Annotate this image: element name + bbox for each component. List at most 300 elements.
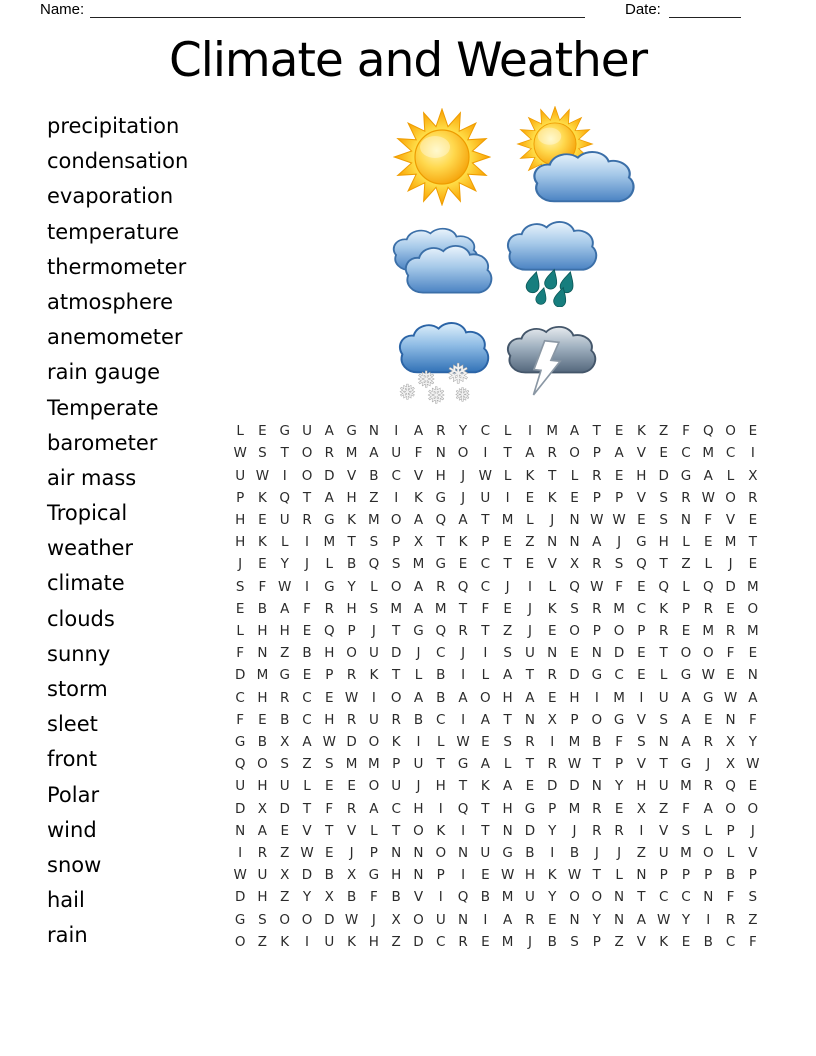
- grid-cell: N: [591, 645, 602, 662]
- grid-cell: U: [480, 845, 491, 862]
- grid-cell: Y: [592, 911, 601, 928]
- grid-cell: R: [391, 711, 401, 728]
- grid-cell: O: [702, 845, 714, 862]
- grid-cell: M: [568, 734, 581, 751]
- grid-cell: P: [615, 489, 624, 506]
- grid-cell: A: [280, 600, 290, 617]
- word-list-item: precipitation: [47, 114, 180, 138]
- grid-cell: W: [567, 867, 582, 884]
- grid-cell: E: [726, 600, 735, 617]
- grid-cell: O: [368, 778, 380, 795]
- grid-cell: N: [703, 889, 714, 906]
- grid-cell: L: [303, 778, 311, 795]
- grid-cell: H: [324, 711, 335, 728]
- grid-cell: X: [391, 911, 401, 928]
- grid-cell: I: [750, 445, 755, 462]
- grid-cell: R: [302, 511, 312, 528]
- grid-cell: E: [235, 600, 245, 617]
- grid-cell: T: [659, 645, 668, 662]
- grid-cell: E: [258, 511, 267, 528]
- grid-cell: I: [527, 423, 532, 440]
- grid-cell: O: [457, 445, 469, 462]
- grid-cell: B: [525, 845, 535, 862]
- grid-cell: K: [280, 933, 290, 950]
- grid-cell: E: [748, 511, 758, 528]
- grid-cell: H: [636, 467, 647, 484]
- grid-cell: E: [748, 556, 758, 573]
- grid-cell: O: [368, 734, 380, 751]
- grid-cell: S: [614, 556, 624, 573]
- grid-cell: E: [726, 667, 735, 684]
- grid-cell: C: [658, 889, 669, 906]
- grid-cell: P: [726, 822, 735, 839]
- grid-cell: O: [569, 445, 580, 462]
- grid-cell: L: [704, 556, 713, 573]
- grid-row: [229, 487, 764, 509]
- grid-cell: C: [614, 667, 624, 684]
- grid-cell: Q: [323, 622, 335, 639]
- grid-cell: R: [346, 667, 357, 684]
- word-list-item: weather: [47, 536, 134, 561]
- grid-cell: O: [725, 489, 736, 506]
- grid-cell: W: [344, 911, 359, 928]
- grid-cell: V: [302, 822, 312, 839]
- grid-cell: E: [280, 822, 289, 839]
- grid-cell: T: [481, 511, 490, 528]
- grid-row: [229, 598, 764, 620]
- word-list-item: evaporation: [47, 184, 174, 209]
- grid-cell: F: [325, 800, 334, 817]
- grid-cell: E: [325, 689, 334, 706]
- grid-cell: U: [524, 889, 535, 906]
- grid-cell: S: [369, 600, 379, 617]
- grid-cell: X: [324, 889, 334, 906]
- date-label: Date:: [625, 1, 661, 18]
- grid-cell: X: [346, 867, 357, 884]
- grid-cell: W: [278, 578, 292, 595]
- grid-cell: M: [256, 667, 269, 684]
- grid-cell: Q: [279, 489, 291, 506]
- grid-cell: M: [501, 889, 514, 906]
- grid-cell: I: [461, 867, 466, 884]
- grid-cell: B: [280, 711, 290, 728]
- grid-cell: T: [347, 534, 356, 551]
- grid-cell: R: [436, 423, 446, 440]
- grid-cell: R: [280, 689, 290, 706]
- grid-cell: H: [502, 689, 513, 706]
- grid-cell: N: [235, 822, 246, 839]
- grid-cell: Q: [368, 556, 380, 573]
- grid-cell: Y: [458, 423, 468, 440]
- grid-cell: B: [413, 711, 424, 728]
- word-list-item: Temperate: [47, 395, 159, 420]
- grid-cell: Y: [614, 778, 624, 795]
- grid-cell: S: [570, 600, 579, 617]
- grid-cell: W: [233, 867, 247, 884]
- grid-cell: A: [302, 734, 312, 751]
- grid-cell: G: [234, 734, 246, 751]
- grid-cell: J: [461, 645, 466, 662]
- grid-cell: L: [503, 423, 512, 440]
- grid-cell: T: [302, 800, 312, 817]
- grid-row: [229, 509, 764, 531]
- word-list-item: front: [47, 747, 97, 772]
- grid-cell: N: [413, 867, 424, 884]
- grid-cell: R: [257, 845, 268, 862]
- grid-cell: H: [324, 645, 335, 662]
- grid-cell: V: [346, 467, 357, 484]
- grid-cell: Z: [659, 423, 669, 440]
- grid-cell: Y: [548, 889, 557, 906]
- grid-cell: U: [279, 778, 290, 795]
- grid-cell: E: [325, 778, 334, 795]
- rain-cloud-icon: [504, 219, 602, 307]
- grid-cell: T: [659, 756, 668, 773]
- grid-cell: G: [368, 867, 380, 884]
- grid-cell: E: [547, 622, 557, 639]
- grid-row: [229, 753, 764, 775]
- grid-cell: J: [550, 511, 555, 528]
- grid-cell: F: [726, 645, 735, 662]
- grid-cell: I: [461, 667, 466, 684]
- grid-cell: R: [324, 445, 334, 462]
- sun-icon: [393, 108, 491, 206]
- grid-cell: A: [413, 689, 424, 706]
- grid-cell: N: [458, 911, 469, 928]
- grid-cell: R: [681, 489, 691, 506]
- grid-cell: W: [701, 489, 715, 506]
- grid-cell: Q: [457, 800, 469, 817]
- grid-cell: W: [456, 734, 470, 751]
- grid-cell: N: [725, 711, 736, 728]
- grid-cell: H: [368, 933, 379, 950]
- grid-cell: P: [481, 534, 490, 551]
- grid-cell: J: [527, 600, 532, 617]
- grid-cell: H: [346, 600, 357, 617]
- grid-row: [229, 687, 764, 709]
- grid-row: [229, 575, 764, 597]
- grid-cell: G: [457, 756, 469, 773]
- grid-cell: R: [658, 622, 669, 639]
- grid-cell: S: [659, 489, 668, 506]
- grid-cell: H: [235, 534, 246, 551]
- grid-cell: P: [592, 445, 601, 462]
- grid-cell: N: [658, 734, 669, 751]
- grid-cell: Z: [280, 645, 290, 662]
- grid-cell: O: [413, 822, 424, 839]
- grid-cell: G: [680, 467, 692, 484]
- grid-cell: F: [615, 578, 623, 595]
- grid-cell: A: [592, 534, 602, 551]
- grid-cell: G: [680, 667, 692, 684]
- grid-cell: N: [391, 845, 402, 862]
- grid-cell: N: [435, 445, 446, 462]
- grid-cell: F: [236, 711, 245, 728]
- grid-cell: K: [480, 778, 490, 795]
- grid-cell: H: [658, 534, 669, 551]
- grid-cell: M: [390, 600, 402, 617]
- grid-cell: Z: [391, 933, 401, 950]
- grid-cell: S: [748, 889, 758, 906]
- grid-cell: E: [525, 778, 535, 795]
- grid-cell: J: [594, 845, 599, 862]
- grid-cell: V: [636, 756, 646, 773]
- grid-cell: G: [613, 711, 625, 728]
- grid-cell: E: [525, 489, 535, 506]
- grid-cell: B: [480, 889, 490, 906]
- grid-cell: E: [258, 556, 267, 573]
- grid-cell: M: [613, 689, 625, 706]
- grid-cell: J: [527, 622, 532, 639]
- grid-cell: T: [525, 667, 535, 684]
- word-list-item: atmosphere: [47, 289, 173, 314]
- grid-row: [229, 442, 764, 464]
- grid-cell: G: [502, 845, 513, 862]
- word-list-item: rain: [47, 923, 88, 948]
- grid-cell: E: [325, 845, 334, 862]
- grid-cell: I: [305, 933, 309, 950]
- grid-cell: I: [550, 845, 555, 862]
- grid-cell: C: [725, 933, 736, 950]
- grid-cell: I: [238, 845, 243, 862]
- grid-cell: N: [547, 534, 558, 551]
- grid-cell: B: [302, 645, 312, 662]
- grid-cell: R: [703, 600, 713, 617]
- grid-cell: T: [592, 756, 601, 773]
- grid-cell: I: [483, 645, 488, 662]
- grid-cell: N: [458, 845, 469, 862]
- grid-cell: T: [458, 778, 468, 795]
- svg-text:❅: ❅: [455, 385, 471, 406]
- grid-cell: C: [436, 645, 446, 662]
- grid-cell: M: [747, 622, 759, 639]
- grid-cell: D: [569, 778, 580, 795]
- grid-cell: H: [257, 689, 268, 706]
- grid-cell: S: [369, 534, 379, 551]
- grid-cell: M: [412, 556, 425, 573]
- grid-cell: O: [725, 800, 736, 817]
- grid-cell: O: [747, 600, 759, 617]
- grid-cell: P: [548, 800, 557, 817]
- grid-cell: F: [615, 734, 623, 751]
- word-list-item: air mass: [47, 465, 137, 490]
- grid-cell: Z: [681, 556, 691, 573]
- grid-cell: W: [590, 511, 604, 528]
- grid-cell: F: [726, 889, 735, 906]
- grid-row: [229, 842, 764, 864]
- grid-cell: U: [368, 645, 379, 662]
- grid-cell: L: [570, 467, 579, 484]
- grid-cell: Z: [614, 933, 624, 950]
- grid-cell: M: [680, 778, 692, 795]
- svg-text:❅: ❅: [427, 384, 446, 409]
- grid-cell: D: [279, 800, 290, 817]
- grid-cell: A: [458, 511, 468, 528]
- word-list-item: anemometer: [47, 325, 183, 350]
- grid-cell: Q: [457, 889, 469, 906]
- grid-cell: W: [701, 667, 715, 684]
- grid-row: [229, 664, 764, 686]
- grid-cell: F: [258, 578, 267, 595]
- grid-cell: T: [302, 489, 312, 506]
- grid-row: [229, 420, 764, 442]
- grid-cell: H: [346, 489, 357, 506]
- grid-cell: U: [324, 933, 335, 950]
- grid-cell: L: [526, 511, 534, 528]
- grid-cell: Y: [681, 911, 691, 928]
- grid-cell: I: [394, 489, 399, 506]
- grid-cell: A: [413, 423, 424, 440]
- grid-cell: S: [258, 911, 267, 928]
- grid-cell: U: [391, 778, 402, 795]
- grid-cell: T: [548, 467, 557, 484]
- grid-cell: V: [659, 822, 669, 839]
- grid-cell: A: [257, 822, 268, 839]
- grid-cell: A: [413, 600, 424, 617]
- grid-cell: B: [257, 734, 268, 751]
- name-label: Name:: [40, 1, 85, 18]
- grid-cell: I: [706, 911, 711, 928]
- grid-cell: Q: [234, 756, 246, 773]
- grid-cell: A: [525, 689, 535, 706]
- grid-cell: J: [728, 556, 733, 573]
- grid-cell: O: [613, 622, 625, 639]
- grid-cell: R: [725, 622, 736, 639]
- grid-cell: E: [258, 711, 267, 728]
- grid-cell: O: [301, 445, 313, 462]
- grid-cell: T: [280, 445, 289, 462]
- grid-cell: M: [501, 511, 514, 528]
- grid-cell: N: [569, 911, 580, 928]
- grid-cell: Y: [347, 578, 356, 595]
- raindrops: [525, 268, 577, 307]
- grid-row: [229, 820, 764, 842]
- grid-cell: I: [461, 822, 466, 839]
- grid-cell: F: [370, 889, 378, 906]
- grid-cell: O: [680, 645, 692, 662]
- grid-cell: D: [346, 734, 357, 751]
- grid-cell: T: [592, 423, 601, 440]
- grid-cell: A: [681, 689, 691, 706]
- word-list-item: sunny: [47, 641, 111, 666]
- grid-cell: M: [613, 600, 625, 617]
- grid-cell: X: [748, 467, 758, 484]
- grid-cell: G: [591, 667, 603, 684]
- grid-cell: E: [570, 645, 579, 662]
- grid-cell: O: [725, 423, 736, 440]
- grid-cell: O: [702, 645, 714, 662]
- grid-cell: D: [658, 467, 669, 484]
- grid-cell: M: [724, 534, 737, 551]
- grid-row: [229, 709, 764, 731]
- grid-cell: O: [747, 800, 759, 817]
- grid-cell: A: [748, 689, 758, 706]
- grid-cell: E: [614, 467, 624, 484]
- grid-cell: F: [704, 511, 713, 528]
- grid-cell: B: [569, 845, 580, 862]
- grid-cell: H: [279, 622, 290, 639]
- grid-cell: E: [570, 489, 579, 506]
- grid-cell: H: [569, 689, 580, 706]
- grid-cell: T: [592, 867, 601, 884]
- grid-cell: U: [235, 467, 246, 484]
- grid-cell: R: [592, 822, 602, 839]
- grid-cell: U: [480, 489, 491, 506]
- grid-cell: H: [391, 867, 402, 884]
- grid-cell: F: [236, 645, 245, 662]
- grid-cell: V: [413, 467, 424, 484]
- grid-cell: N: [524, 711, 535, 728]
- grid-cell: C: [391, 467, 401, 484]
- grid-cell: T: [392, 622, 401, 639]
- grid-cell: E: [547, 689, 557, 706]
- grid-cell: M: [345, 756, 358, 773]
- grid-cell: C: [235, 689, 245, 706]
- grid-cell: F: [303, 600, 311, 617]
- grid-cell: O: [569, 889, 580, 906]
- grid-cell: A: [703, 800, 713, 817]
- grid-cell: F: [748, 933, 757, 950]
- grid-cell: Y: [302, 889, 312, 906]
- grid-cell: R: [614, 822, 624, 839]
- grid-cell: Q: [725, 778, 736, 795]
- grid-cell: L: [726, 467, 735, 484]
- grid-cell: L: [280, 534, 289, 551]
- grid-cell: C: [681, 445, 691, 462]
- grid-cell: I: [305, 578, 309, 595]
- grid-cell: U: [658, 778, 669, 795]
- grid-cell: E: [748, 423, 758, 440]
- grid-cell: S: [235, 578, 245, 595]
- grid-cell: P: [570, 711, 579, 728]
- grid-cell: E: [681, 622, 691, 639]
- grid-cell: W: [746, 756, 760, 773]
- grid-cell: K: [369, 667, 379, 684]
- grid-cell: V: [725, 511, 736, 528]
- grid-cell: A: [413, 511, 424, 528]
- grid-cell: N: [368, 423, 379, 440]
- grid-cell: D: [524, 822, 536, 839]
- grid-cell: I: [461, 711, 466, 728]
- grid-cell: U: [391, 445, 402, 462]
- grid-row: [229, 553, 764, 575]
- grid-cell: V: [547, 556, 557, 573]
- grid-cell: D: [547, 778, 558, 795]
- grid-cell: L: [325, 556, 334, 573]
- grid-cell: I: [282, 467, 287, 484]
- grid-cell: R: [725, 911, 736, 928]
- grid-cell: J: [617, 845, 622, 862]
- grid-cell: L: [236, 622, 244, 639]
- grid-cell: W: [723, 689, 738, 706]
- grid-cell: W: [612, 511, 626, 528]
- grid-cell: C: [302, 711, 312, 728]
- grid-cell: G: [435, 489, 446, 506]
- grid-cell: V: [636, 489, 646, 506]
- grid-cell: Z: [525, 534, 535, 551]
- grid-cell: M: [368, 756, 380, 773]
- grid-cell: W: [344, 689, 359, 706]
- grid-cell: M: [434, 600, 447, 617]
- grid-cell: N: [413, 845, 424, 862]
- grid-cell: C: [725, 445, 736, 462]
- word-search-grid: [229, 420, 764, 953]
- grid-cell: S: [637, 734, 646, 751]
- grid-cell: U: [524, 645, 535, 662]
- grid-cell: M: [501, 933, 514, 950]
- grid-cell: O: [390, 511, 402, 528]
- grid-cell: R: [592, 800, 602, 817]
